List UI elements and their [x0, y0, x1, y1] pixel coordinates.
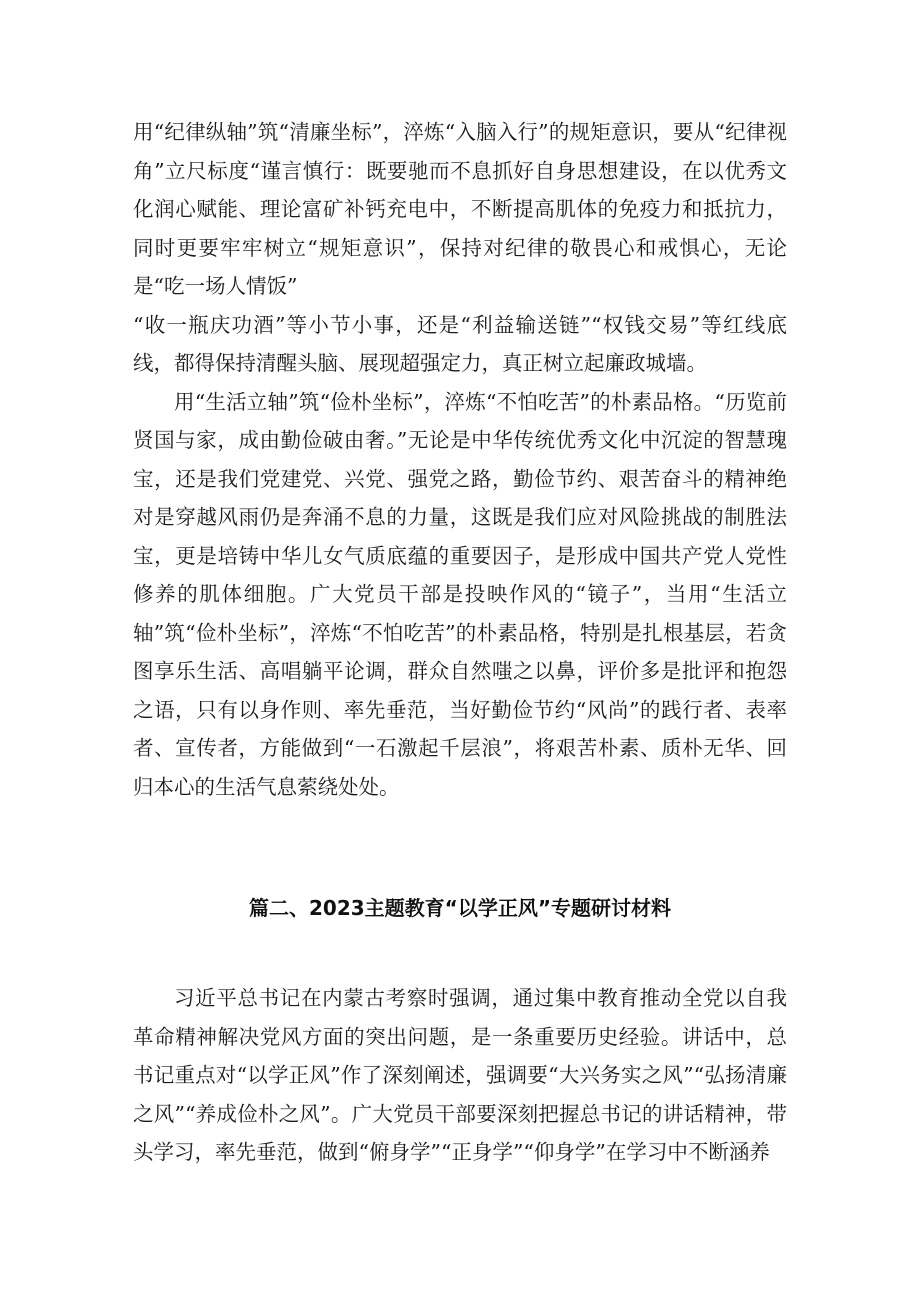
- paragraph-discipline-continued: “收一瓶庆功酒”等小节小事，还是“利益输送链”“权钱交易”等红线底线，都得保持清醒头脑、展现超强定力，真正树立起廉政城墙。: [133, 312, 787, 375]
- paragraph-study-style: 习近平总书记在内蒙古考察时强调，通过集中教育推动全党以自我革命精神解决党风方面的突出问题，是一条重要历史经验。讲话中，总书记重点对“以学正风”作了深刻阐述，强调要“大兴务实之风”“弘扬清廉之风”“养成俭朴之风”。广大党员干部要深刻把握总书记的讲话精神，带头学习，率先垂范，做到“俯身学”“正身学”“仰身学”在学习中不断涵养: [133, 986, 787, 1164]
- section-two-heading: 篇二、2023主题教育“以学正风”专题研讨材料: [249, 896, 671, 920]
- section-one-body: [133, 113, 787, 806]
- paragraph-discipline: 用“纪律纵轴”筑“清廉坐标”，淬炼“入脑入行”的规矩意识，要从“纪律视角”立尺标度“谨言慎行：既要驰而不息抓好自身思想建设，在以优秀文化润心赋能、理论富矿补钙充电中，不断提高肌体的免疫力和抵抗力，同时更要牢牢树立“规矩意识”，保持对纪律的敬畏心和戒惧心，无论是“吃一场人情饭”: [133, 120, 787, 298]
- section-two-body: [133, 979, 787, 1172]
- paragraph-frugality: 用“生活立轴”筑“俭朴坐标”，淬炼“不怕吃苦”的朴素品格。“历览前贤国与家，成由勤俭破由奢。”无论是中华传统优秀文化中沉淀的智慧瑰宝，还是我们党建党、兴党、强党之路，勤俭节约、艰苦奋斗的精神绝对是穿越风雨仍是奔涌不息的力量，这既是我们应对风险挑战的制胜法宝，更是培铸中华儿女气质底蕴的重要因子，是形成中国共产党人党性修养的肌体细胞。广大党员干部是投映作风的“镜子”，当用“生活立轴”筑“俭朴坐标”，淬炼“不怕吃苦”的朴素品格，特别是扎根基层，若贪图享乐生活、高唱躺平论调，群众自然嗤之以鼻，评价多是批评和抱怨之语，只有以身作则、率先垂范，当好勤俭节约“风尚”的践行者、表率者、宣传者，方能做到“一石激起千层浪”，将艰苦朴素、质朴无华、回归本心的生活气息萦绕处处。: [133, 389, 787, 799]
